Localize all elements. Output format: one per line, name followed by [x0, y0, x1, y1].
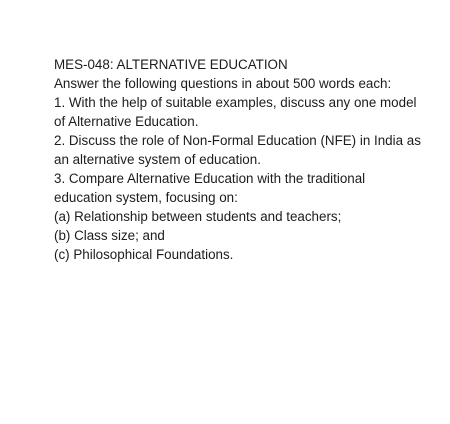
sub-point-a: (a) Relationship between students and teachers; — [54, 209, 342, 224]
sub-point-b: (b) Class size; and — [54, 228, 165, 243]
sub-point-c: (c) Philosophical Foundations. — [54, 247, 234, 262]
instruction-text: Answer the following questions in about 500 words each: — [54, 76, 392, 91]
document-body — [54, 55, 426, 264]
question-3: 3. Compare Alternative Education with the traditional education system, focusing on: — [54, 171, 366, 205]
question-1: 1. With the help of suitable examples, discuss any one model of Alternative Education. — [54, 95, 417, 129]
question-2: 2. Discuss the role of Non-Formal Education (NFE) in India as an alternative system of education. — [54, 133, 421, 167]
document-title: MES-048: ALTERNATIVE EDUCATION — [54, 57, 288, 72]
